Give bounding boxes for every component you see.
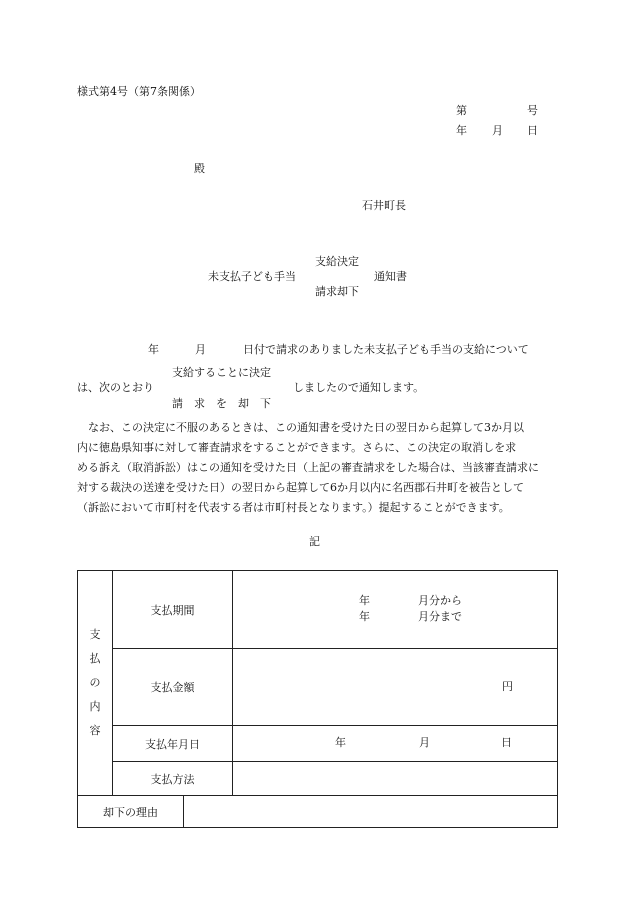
body-choice-upper: 支給することに決定	[172, 366, 271, 379]
period-to-year: 年	[359, 610, 370, 623]
category-char: 支	[89, 628, 101, 641]
amount-value-cell[interactable]	[233, 649, 558, 726]
doc-date-year: 年	[456, 124, 467, 137]
amount-unit: 円	[502, 680, 513, 693]
amount-label: 支払金額	[113, 649, 233, 726]
period-label: 支払期間	[113, 571, 233, 649]
doc-number-suffix: 号	[527, 104, 538, 117]
issuer: 石井町長	[362, 199, 406, 212]
ki-heading: 記	[309, 535, 320, 548]
period-from-year: 年	[359, 594, 370, 607]
payment-date-value-cell[interactable]	[233, 726, 558, 762]
payment-date-label: 支払年月日	[113, 726, 233, 762]
title-choice-upper: 支給決定	[315, 255, 359, 268]
addressee-suffix: 殿	[194, 162, 205, 175]
notice-line: 対する裁決の送達を受けた日）の翌日から起算して6か月以内に名西郡石井町を被告として	[77, 481, 524, 494]
table-row	[78, 726, 558, 762]
body-date-month: 月	[195, 343, 206, 356]
period-to: 月分まで	[418, 610, 462, 623]
payment-date-day: 日	[501, 736, 512, 749]
title-suffix: 通知書	[374, 270, 407, 283]
notice-paragraph	[77, 418, 557, 518]
table-row	[78, 796, 558, 828]
reject-reason-value-cell[interactable]	[184, 796, 558, 828]
table-row	[78, 649, 558, 726]
payment-content-category	[78, 571, 113, 796]
category-char: 内	[89, 700, 101, 713]
title-main: 未支払子ども手当	[208, 270, 296, 283]
notice-line: める訴え（取消訴訟）はこの通知を受けた日（上記の審査請求をした場合は、当該審査請求に	[77, 461, 539, 474]
payment-method-value-cell[interactable]	[233, 762, 558, 796]
doc-date-month: 月	[492, 124, 503, 137]
payment-method-label: 支払方法	[113, 762, 233, 796]
reject-reason-label: 却下の理由	[78, 796, 184, 828]
table-row	[78, 571, 558, 649]
category-char: 容	[89, 724, 101, 737]
period-from: 月分から	[418, 594, 462, 607]
body-choice-lower: 請 求 を 却 下	[172, 397, 271, 410]
notice-line: 内に徳島県知事に対して審査請求をすることができます。さらに、この決定の取消しを求	[77, 441, 517, 454]
period-value-cell[interactable]	[233, 571, 558, 649]
notice-line: （訴訟において市町村を代表する者は市町村長となります。）提起することができます。	[77, 501, 510, 514]
notice-line: なお、この決定に不服のあるときは、この通知書を受けた日の翌日から起算して3か月以	[77, 421, 524, 434]
form-number: 様式第4号（第7条関係）	[77, 85, 201, 98]
body-lead: は、次のとおり	[77, 381, 154, 394]
body-tail: しましたので通知します。	[293, 381, 425, 394]
doc-date-day: 日	[527, 124, 538, 137]
category-char: 払	[89, 652, 101, 665]
body-date-day-text: 日付で請求のありました未支払子ども手当の支給について	[243, 343, 529, 356]
doc-number-prefix: 第	[456, 104, 467, 117]
payment-date-year: 年	[335, 736, 346, 749]
payment-date-month: 月	[419, 736, 430, 749]
title-choice-lower: 請求却下	[315, 285, 359, 298]
body-date-year: 年	[148, 343, 159, 356]
table-row	[78, 762, 558, 796]
category-char: の	[89, 676, 101, 689]
payment-details-table	[77, 570, 558, 828]
